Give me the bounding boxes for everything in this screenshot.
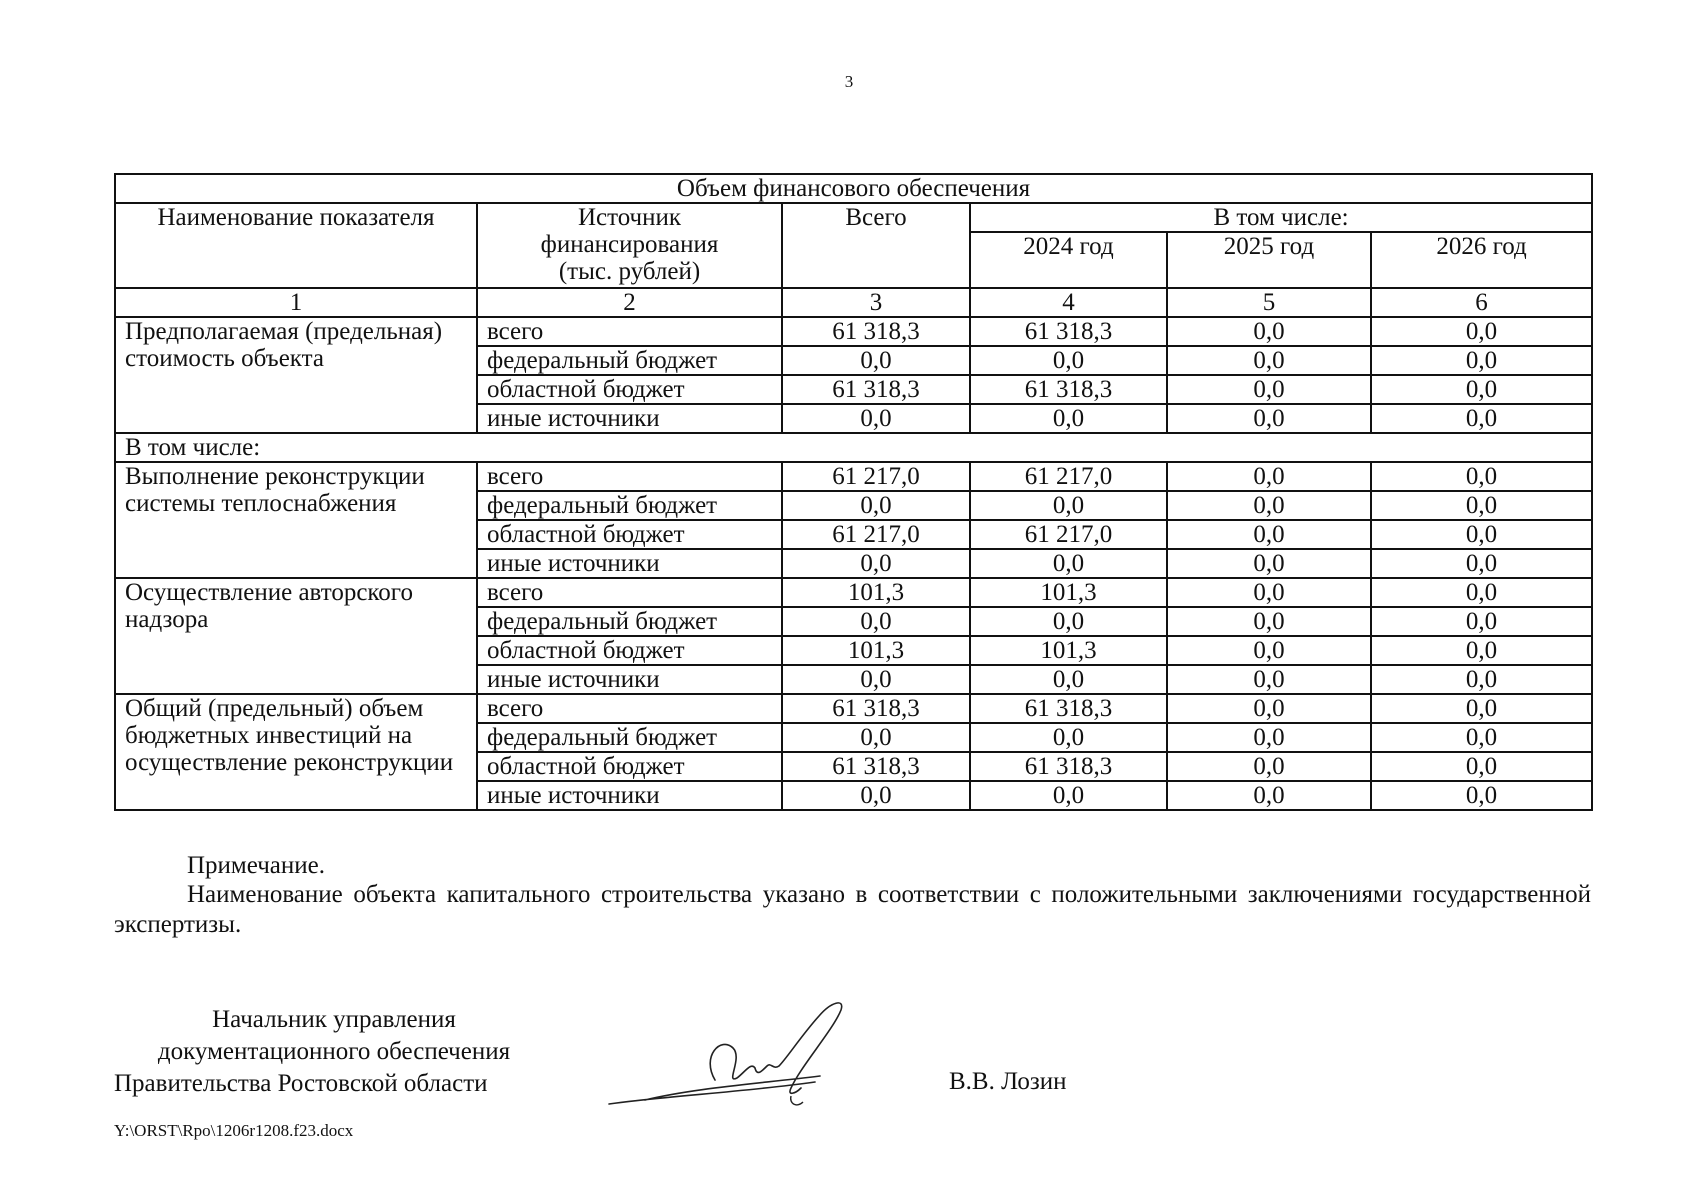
value-2026: 0,0 (1371, 346, 1592, 375)
funding-source: всего (477, 462, 782, 491)
header-source-line2: финансирования (540, 231, 719, 258)
value-2024: 0,0 (970, 346, 1167, 375)
value-2024: 61 217,0 (970, 462, 1167, 491)
table-row (115, 317, 1592, 346)
value-2026: 0,0 (1371, 694, 1592, 723)
value-2025: 0,0 (1167, 578, 1371, 607)
financing-table (114, 173, 1593, 811)
value-2024: 61 318,3 (970, 752, 1167, 781)
value-2026: 0,0 (1371, 723, 1592, 752)
indicator-name: Выполнение реконструкции системы теплоснабжения (115, 462, 477, 578)
header-source (477, 203, 782, 288)
value-total: 0,0 (782, 723, 970, 752)
value-2025: 0,0 (1167, 317, 1371, 346)
value-total: 61 318,3 (782, 317, 970, 346)
header-total: Всего (782, 203, 970, 288)
column-number: 3 (782, 288, 970, 317)
value-2024: 0,0 (970, 607, 1167, 636)
value-2024: 0,0 (970, 723, 1167, 752)
value-2026: 0,0 (1371, 462, 1592, 491)
including-label: В том числе: (115, 433, 1592, 462)
value-2024: 0,0 (970, 549, 1167, 578)
value-2025: 0,0 (1167, 491, 1371, 520)
funding-source: иные источники (477, 404, 782, 433)
value-2026: 0,0 (1371, 375, 1592, 404)
value-2025: 0,0 (1167, 462, 1371, 491)
value-2024: 101,3 (970, 636, 1167, 665)
header-year-2024: 2024 год (970, 232, 1167, 288)
funding-source: областной бюджет (477, 752, 782, 781)
note-title: Примечание. (187, 852, 326, 879)
funding-source: областной бюджет (477, 520, 782, 549)
funding-source: иные источники (477, 549, 782, 578)
table-caption-row (115, 174, 1592, 203)
signer-position (114, 1004, 554, 1100)
value-2025: 0,0 (1167, 694, 1371, 723)
value-total: 101,3 (782, 636, 970, 665)
funding-source: иные источники (477, 665, 782, 694)
funding-source: федеральный бюджет (477, 607, 782, 636)
signer-line2: документационного обеспечения (157, 1038, 511, 1065)
value-2024: 0,0 (970, 491, 1167, 520)
value-2024: 61 318,3 (970, 694, 1167, 723)
value-2025: 0,0 (1167, 520, 1371, 549)
value-2025: 0,0 (1167, 607, 1371, 636)
value-2025: 0,0 (1167, 723, 1371, 752)
value-2024: 61 318,3 (970, 317, 1167, 346)
value-total: 61 318,3 (782, 752, 970, 781)
header-year-2026: 2026 год (1371, 232, 1592, 288)
indicator-name: Осуществление авторского надзора (115, 578, 477, 694)
column-number: 6 (1371, 288, 1592, 317)
column-number: 1 (115, 288, 477, 317)
value-2025: 0,0 (1167, 346, 1371, 375)
file-path: Y:\ORST\Rpo\1206r1208.f23.docx (114, 1121, 354, 1140)
value-2025: 0,0 (1167, 665, 1371, 694)
page-number: 3 (844, 72, 854, 91)
value-total: 0,0 (782, 404, 970, 433)
value-2024: 0,0 (970, 665, 1167, 694)
table-caption: Объем финансового обеспечения (115, 174, 1592, 203)
table-row (115, 694, 1592, 723)
value-total: 0,0 (782, 491, 970, 520)
header-indicator: Наименование показателя (115, 203, 477, 288)
handwritten-signature (605, 996, 895, 1116)
column-numbers-row (115, 288, 1592, 317)
funding-source: федеральный бюджет (477, 491, 782, 520)
value-2026: 0,0 (1371, 317, 1592, 346)
value-2026: 0,0 (1371, 549, 1592, 578)
table-row (115, 578, 1592, 607)
value-2026: 0,0 (1371, 607, 1592, 636)
table-header-row (115, 203, 1592, 232)
value-total: 0,0 (782, 346, 970, 375)
value-total: 61 318,3 (782, 375, 970, 404)
value-2025: 0,0 (1167, 752, 1371, 781)
value-2026: 0,0 (1371, 578, 1592, 607)
value-2026: 0,0 (1371, 752, 1592, 781)
funding-source: областной бюджет (477, 375, 782, 404)
value-2026: 0,0 (1371, 636, 1592, 665)
signer-name: В.В. Лозин (949, 1068, 1067, 1095)
value-2025: 0,0 (1167, 781, 1371, 810)
value-2025: 0,0 (1167, 375, 1371, 404)
funding-source: федеральный бюджет (477, 723, 782, 752)
value-2025: 0,0 (1167, 549, 1371, 578)
signer-line1: Начальник управления (212, 1006, 456, 1033)
value-2024: 61 217,0 (970, 520, 1167, 549)
including-row (115, 433, 1592, 462)
value-2026: 0,0 (1371, 520, 1592, 549)
value-2026: 0,0 (1371, 404, 1592, 433)
funding-source: всего (477, 578, 782, 607)
table-row (115, 462, 1592, 491)
header-year-2025: 2025 год (1167, 232, 1371, 288)
funding-source: иные источники (477, 781, 782, 810)
funding-source: областной бюджет (477, 636, 782, 665)
value-2024: 0,0 (970, 404, 1167, 433)
value-2024: 101,3 (970, 578, 1167, 607)
header-including: В том числе: (970, 203, 1592, 232)
value-2026: 0,0 (1371, 665, 1592, 694)
value-total: 0,0 (782, 549, 970, 578)
column-number: 4 (970, 288, 1167, 317)
value-total: 61 217,0 (782, 462, 970, 491)
value-total: 101,3 (782, 578, 970, 607)
value-2024: 0,0 (970, 781, 1167, 810)
note-text: Наименование объекта капитального строительства указано в соответствии с положительными заключениями государственной экспертизы. (114, 881, 1591, 938)
value-total: 61 217,0 (782, 520, 970, 549)
value-2026: 0,0 (1371, 491, 1592, 520)
column-number: 2 (477, 288, 782, 317)
value-2025: 0,0 (1167, 404, 1371, 433)
value-total: 0,0 (782, 607, 970, 636)
value-total: 0,0 (782, 781, 970, 810)
value-total: 61 318,3 (782, 694, 970, 723)
value-2025: 0,0 (1167, 636, 1371, 665)
indicator-name: Общий (предельный) объем бюджетных инвестиций на осуществление реконструкции (115, 694, 477, 810)
indicator-name: Предполагаемая (предельная) стоимость объекта (115, 317, 477, 433)
funding-source: всего (477, 694, 782, 723)
header-source-line1: Источник (577, 204, 682, 231)
value-2026: 0,0 (1371, 781, 1592, 810)
funding-source: всего (477, 317, 782, 346)
value-2024: 61 318,3 (970, 375, 1167, 404)
signer-line3: Правительства Ростовской области (114, 1070, 488, 1097)
funding-source: федеральный бюджет (477, 346, 782, 375)
header-source-line3: (тыс. рублей) (558, 258, 701, 285)
value-total: 0,0 (782, 665, 970, 694)
column-number: 5 (1167, 288, 1371, 317)
